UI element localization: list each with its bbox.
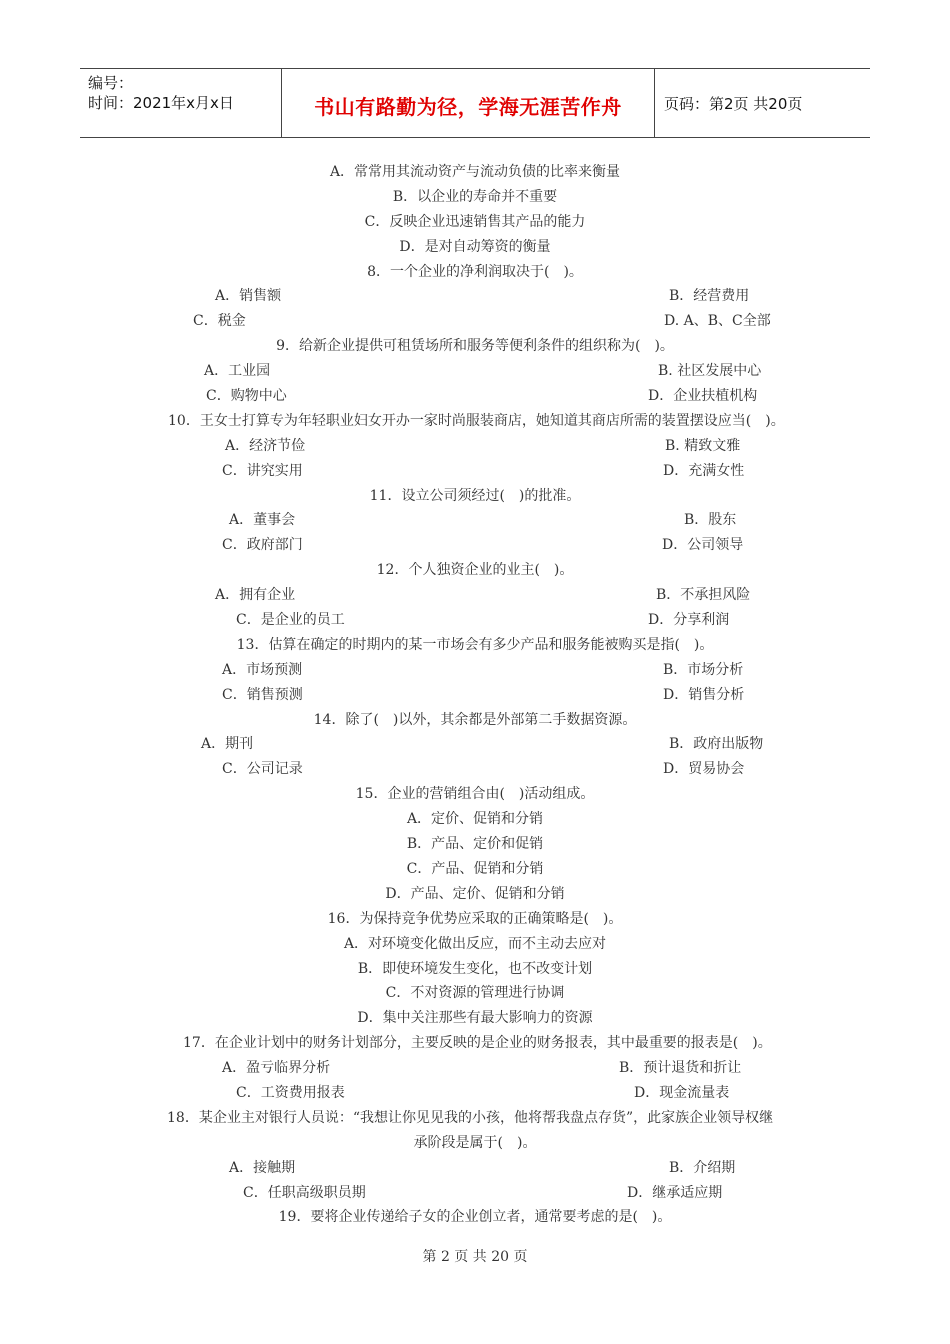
option-q18-c: C．任职高级职员期 — [243, 1184, 366, 1201]
option-q7-c: C．反映企业迅速销售其产品的能力 — [364, 213, 586, 230]
option-q15-a: A．定价、促销和分销 — [406, 811, 544, 828]
option-q11-a: A．董事会 — [229, 512, 296, 529]
question-12-stem: 12．个人独资企业的业主( )。 — [376, 562, 574, 579]
option-q11-d: D．公司领导 — [662, 537, 744, 554]
question-18-stem-line1: 18．某企业主对银行人员说：“我想让你见见我的小孩，他将帮我盘点存货”，此家族企业领导权继 — [167, 1109, 774, 1126]
option-q9-d: D．企业扶植机构 — [648, 388, 758, 405]
option-q10-c: C．讲究实用 — [222, 462, 303, 479]
question-10-stem: 10．王女士打算专为年轻职业妇女开办一家时尚服装商店，她知道其商店所需的装置摆设应当( )。 — [168, 412, 785, 429]
question-11-stem: 11．设立公司须经过( )的批准。 — [369, 487, 581, 504]
option-q7-b: B．以企业的寿命并不重要 — [392, 188, 558, 205]
header-time: 时间：2021年x月x日 — [88, 94, 234, 112]
option-q10-b: B. 精致文雅 — [665, 437, 741, 454]
option-q16-d: D．集中关注那些有最大影响力的资源 — [357, 1010, 593, 1027]
header-divider — [654, 69, 655, 137]
option-q13-a: A．市场预测 — [222, 661, 303, 678]
option-q11-c: C．政府部门 — [222, 537, 303, 554]
question-15-stem: 15．企业的营销组合由( )活动组成。 — [355, 786, 595, 803]
option-q7-d: D．是对自动筹资的衡量 — [399, 238, 551, 255]
option-q9-a: A．工业园 — [204, 363, 271, 380]
question-19-stem: 19．要将企业传递给子女的企业创立者，通常要考虑的是( )。 — [278, 1209, 672, 1226]
question-18-stem-line2: 承阶段是属于( )。 — [413, 1134, 537, 1151]
option-q13-d: D．销售分析 — [663, 686, 745, 703]
option-q18-b: B．介绍期 — [669, 1159, 736, 1176]
header-motto: 书山有路勤为径，学海无涯苦作舟 — [314, 95, 622, 119]
page-header — [80, 68, 870, 138]
question-13-stem: 13．估算在确定的时期内的某一市场会有多少产品和服务能被购买是指( )。 — [236, 636, 714, 653]
option-q15-c: C．产品、促销和分销 — [406, 860, 544, 877]
option-q15-d: D．产品、定价、促销和分销 — [385, 885, 565, 902]
question-9-stem: 9．给新企业提供可租赁场所和服务等便利条件的组织称为( )。 — [276, 338, 674, 355]
option-q14-d: D．贸易协会 — [663, 761, 745, 778]
option-q8-d: D. A、B、C全部 — [664, 313, 771, 330]
question-14-stem: 14．除了( )以外，其余都是外部第二手数据资源。 — [313, 711, 637, 728]
option-q10-d: D．充满女性 — [663, 462, 745, 479]
option-q16-a: A．对环境变化做出反应，而不主动去应对 — [343, 935, 607, 952]
option-q8-b: B．经营费用 — [669, 288, 750, 305]
option-q18-d: D．继承适应期 — [627, 1184, 723, 1201]
option-q14-a: A．期刊 — [201, 736, 254, 753]
option-q17-a: A．盈亏临界分析 — [222, 1060, 331, 1077]
option-q10-a: A．经济节俭 — [225, 437, 306, 454]
option-q12-a: A．拥有企业 — [215, 587, 296, 604]
option-q12-b: B．不承担风险 — [656, 587, 751, 604]
question-8-stem: 8．一个企业的净利润取决于( )。 — [367, 263, 583, 280]
option-q9-b: B. 社区发展中心 — [658, 363, 762, 380]
option-q16-b: B．即使环境发生变化，也不改变计划 — [357, 960, 593, 977]
option-q16-c: C．不对资源的管理进行协调 — [385, 985, 565, 1002]
option-q11-b: B．股东 — [684, 512, 737, 529]
question-17-stem: 17．在企业计划中的财务计划部分，主要反映的是企业的财务报表，其中最重要的报表是( )。 — [183, 1035, 772, 1052]
header-number: 编号： — [88, 74, 134, 92]
option-q12-c: C．是企业的员工 — [236, 612, 345, 629]
option-q13-b: B．市场分析 — [663, 661, 744, 678]
option-q7-a: A．常常用其流动资产与流动负债的比率来衡量 — [329, 164, 621, 180]
option-q15-b: B．产品、定价和促销 — [406, 836, 544, 853]
header-page-info: 页码：第2页 共20页 — [664, 95, 803, 113]
option-q8-c: C．税金 — [193, 313, 246, 330]
option-q13-c: C．销售预测 — [222, 686, 303, 703]
option-q8-a: A．销售额 — [215, 288, 282, 305]
option-q17-c: C．工资费用报表 — [236, 1084, 345, 1101]
page-footer: 第 2 页 共 20 页 — [422, 1249, 528, 1265]
option-q12-d: D．分享利润 — [648, 612, 730, 629]
question-16-stem: 16．为保持竞争优势应采取的正确策略是( )。 — [327, 910, 623, 927]
header-meta — [88, 73, 278, 113]
option-q17-d: D．现金流量表 — [634, 1084, 730, 1101]
option-q9-c: C．购物中心 — [206, 388, 287, 405]
option-q14-c: C．公司记录 — [222, 761, 303, 778]
option-q14-b: B．政府出版物 — [669, 736, 764, 753]
question-list — [0, 160, 950, 1230]
option-q17-b: B．预计退货和折让 — [619, 1060, 742, 1077]
option-q18-a: A．接触期 — [229, 1159, 296, 1176]
